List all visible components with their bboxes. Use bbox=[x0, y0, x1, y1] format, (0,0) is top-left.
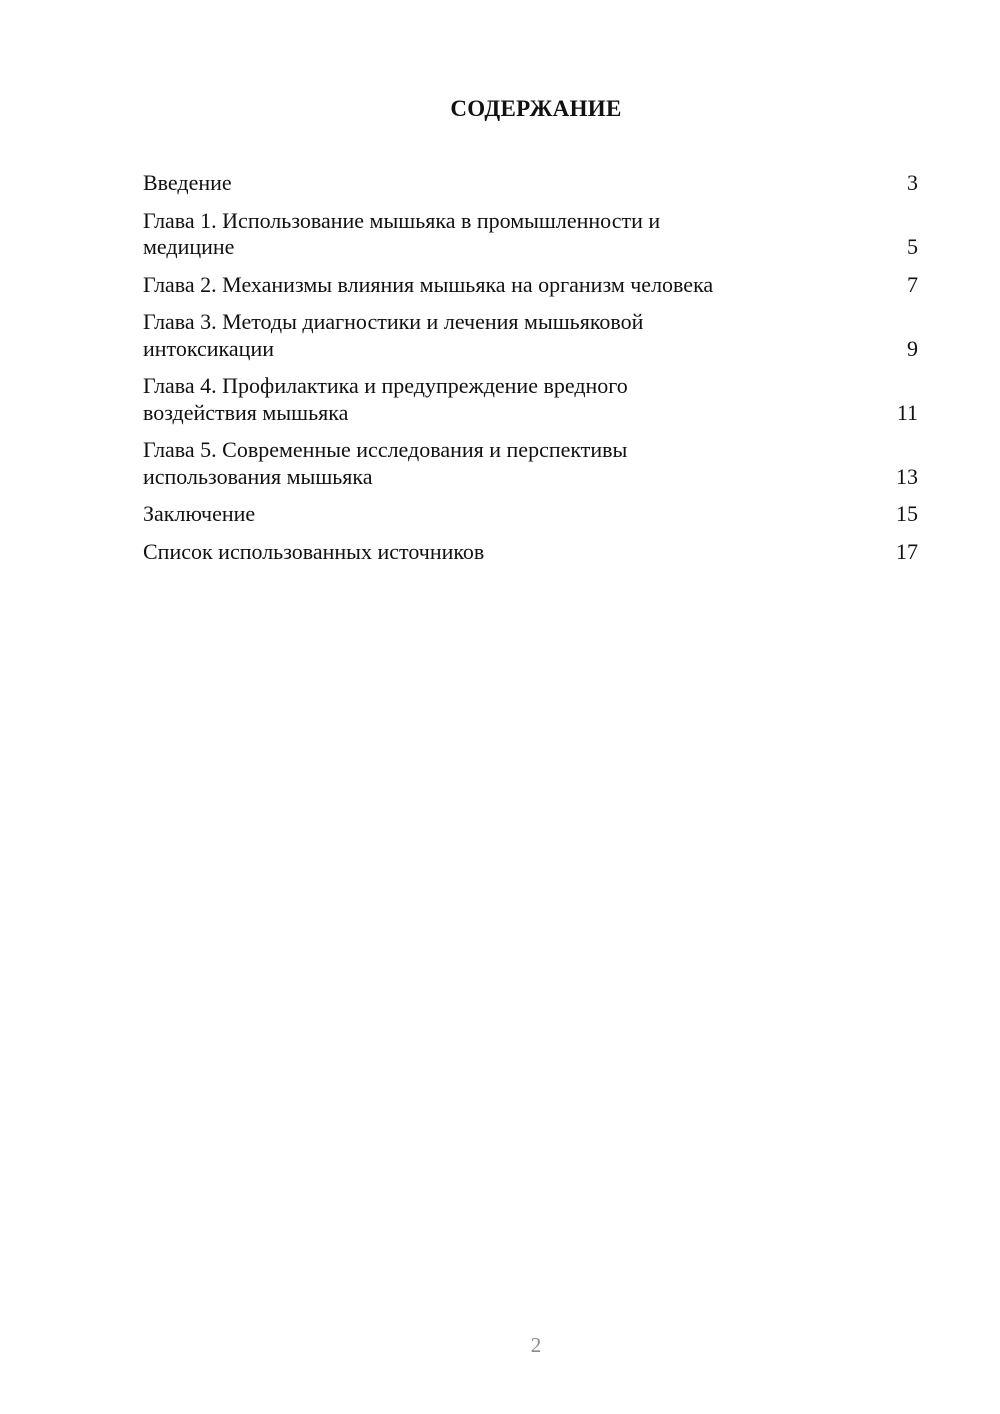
toc-entry-introduction bbox=[143, 170, 918, 197]
toc-entry-label: Глава 5. Современные исследования и перспективы использования мышьяка bbox=[143, 437, 628, 489]
toc-entry-label: Заключение bbox=[143, 501, 256, 526]
toc-entry-chapter-4 bbox=[143, 373, 918, 426]
toc-entry-page: 3 bbox=[907, 170, 918, 195]
toc-entry-chapter-1 bbox=[143, 208, 918, 261]
toc-entry-chapter-2 bbox=[143, 272, 918, 299]
toc-entry-page: 11 bbox=[896, 399, 918, 425]
toc-entry-label: Список использованных источников bbox=[143, 538, 485, 564]
page-number: 2 bbox=[530, 1333, 542, 1357]
toc-entry-label: Глава 4. Профилактика и предупреждение вредного воздействия мышьяка bbox=[143, 373, 628, 425]
toc-entry-page: 5 bbox=[907, 234, 918, 259]
toc-entry-label: Введение bbox=[143, 170, 232, 195]
toc-entry-label: Глава 3. Методы диагностики и лечения мышьяковой интоксикации bbox=[143, 309, 644, 361]
toc-entry-label: Глава 2. Механизмы влияния мышьяка на организм человека bbox=[143, 271, 714, 297]
toc-entry-label: Глава 1. Использование мышьяка в промышленности и медицине bbox=[143, 207, 661, 259]
toc-entry-chapter-5 bbox=[143, 437, 918, 490]
toc-list bbox=[143, 170, 918, 576]
toc-title: СОДЕРЖАНИЕ bbox=[450, 96, 622, 121]
toc-entry-conclusion bbox=[143, 501, 918, 528]
toc-entry-chapter-3 bbox=[143, 309, 918, 362]
toc-entry-page: 13 bbox=[896, 463, 918, 489]
toc-entry-references bbox=[143, 539, 918, 566]
toc-entry-page: 15 bbox=[896, 501, 918, 526]
toc-entry-page: 7 bbox=[907, 271, 918, 297]
toc-entry-page: 17 bbox=[896, 538, 918, 564]
toc-entry-page: 9 bbox=[907, 335, 918, 361]
